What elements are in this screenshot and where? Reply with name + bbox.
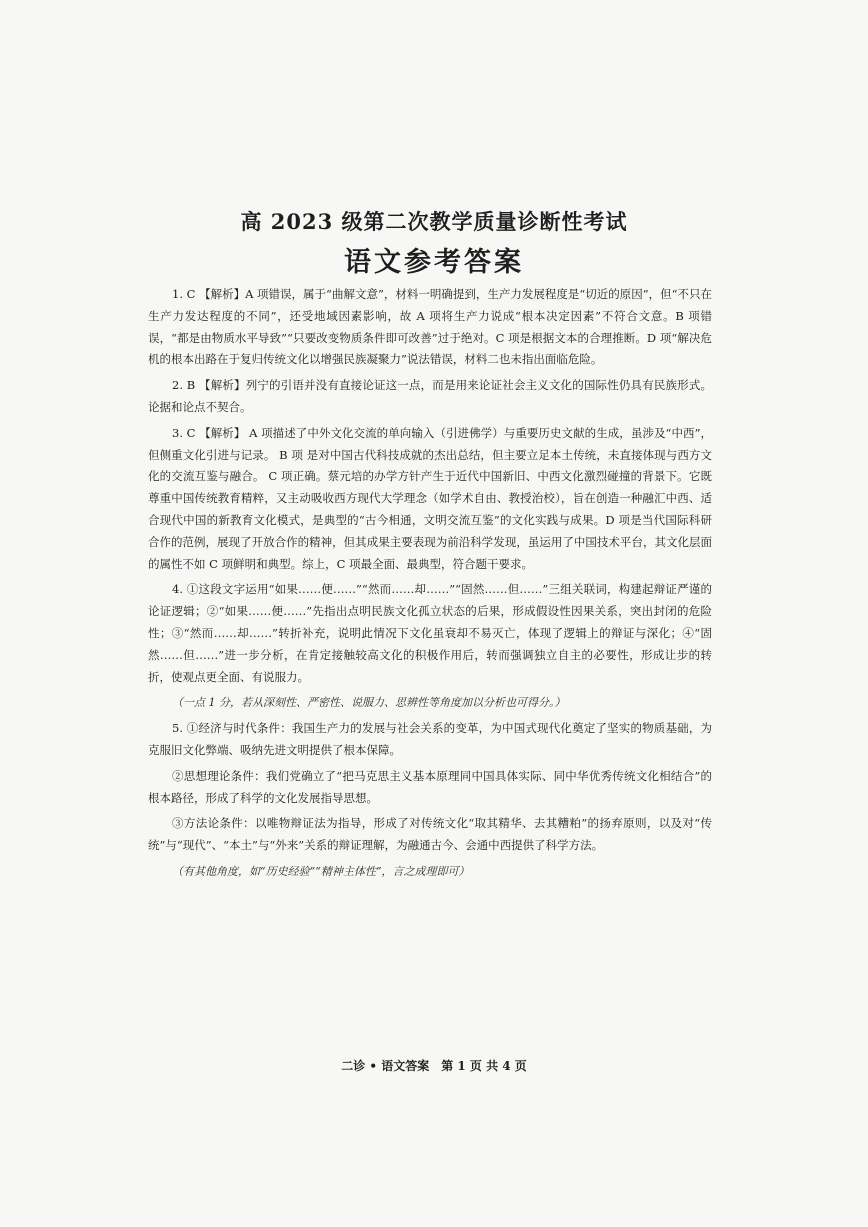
answer-body	[148, 284, 712, 887]
answer-key-title: 语文参考答案	[344, 247, 524, 278]
scoring-note-5: （有其他角度，如“历史经验”“精神主体性”，言之成理即可）	[172, 864, 470, 878]
answer-4: 4. ①这段文字运用“如果……便……”“然而……却……”“固然……但……”三组关联词，构建起辩证严谨的论证逻辑；②“如果……便……”先指出点明民族文化孤立状态的后果，形成假设性因果关系，突出封闭的危险性；③“然而……却……”转折补充，说明此情况下文化虽衰却不易灭亡，体现了逻辑上的辩证与深化；④“固然……但……”进一步分析，在肯定接触较高文化的积极作用后，转而强调独立自主的必要性，形成让步的转折，使观点更全面、有说服力。	[148, 582, 712, 684]
exam-title: 高 2023 级第二次教学质量诊断性考试	[240, 209, 628, 234]
answer-5-point-3: ③方法论条件：以唯物辩证法为指导，形成了对传统文化“取其精华、去其糟粕”的扬弃原则，以及对“传统”与“现代”、“本土”与“外来”关系的辩证理解，为融通古今、会通中西提供了科学方法。	[148, 816, 712, 853]
answer-3: 3. C 【解析】 A 项描述了中外文化交流的单向输入（引进佛学）与重要历史文献的生成，虽涉及“中西”，但侧重文化引进与记录。 B 项 是对中国古代科技成就的杰出总结，但主要立足本土传统，未直接体现与西方文化的交流互鉴与融合。 C 项正确。蔡元培的办学方针产生于近代中国新旧、中西文化激烈碰撞的背景下。它既尊重中国传统教育精粹，又主动吸收西方现代大学理念（如学术自由、教授治校），旨在创造一种融汇中西、适合现代中国的新教育文化模式，是典型的“古今相通，文明交流互鉴”的文化实践与成果。D 项是当代国际科研合作的范例，展现了开放合作的精神，但其成果主要表现为前沿科学发现，虽运用了中国技术平台，其文化层面的属性不如 C 项鲜明和典型。综上，C 项最全面、最典型，符合题干要求。	[148, 425, 712, 571]
answer-5-point-1: 5. ①经济与时代条件：我国生产力的发展与社会关系的变革，为中国式现代化奠定了坚实的物质基础，为克服旧文化弊端、吸纳先进文明提供了根本保障。	[148, 721, 712, 757]
page-footer: 二诊 • 语文答案 第 1 页 共 4 页	[341, 1059, 527, 1073]
answer-1: 1. C 【解析】A 项错误，属于“曲解文意”，材料一明确提到，生产力发展程度是“切近的原因”，但“不只在生产力发达程度的不同”，还受地域因素影响，故 A 项将生产力说成“根本决定因素”不符合文意。B 项错误，“都是由物质水平导致”“只要改变物质条件即可改善”过于绝对。C 项是根据文本的合理推断。D 项“解决危机的根本出路在于复归传统文化以增强民族凝聚力”说法错误，材料二也未指出面临危险。	[148, 287, 712, 367]
answer-5-point-2: ②思想理论条件：我们党确立了“把马克思主义基本原理同中国具体实际、同中华优秀传统文化相结合”的根本路径，形成了科学的文化发展指导思想。	[148, 768, 712, 805]
scoring-note-4: （一点 1 分，若从深刻性、严密性、说服力、思辨性等角度加以分析也可得分。）	[172, 696, 566, 710]
answer-2: 2. B 【解析】列宁的引语并没有直接论证这一点，而是用来论证社会主义文化的国际性仍具有民族形式。论据和论点不契合。	[148, 378, 712, 414]
